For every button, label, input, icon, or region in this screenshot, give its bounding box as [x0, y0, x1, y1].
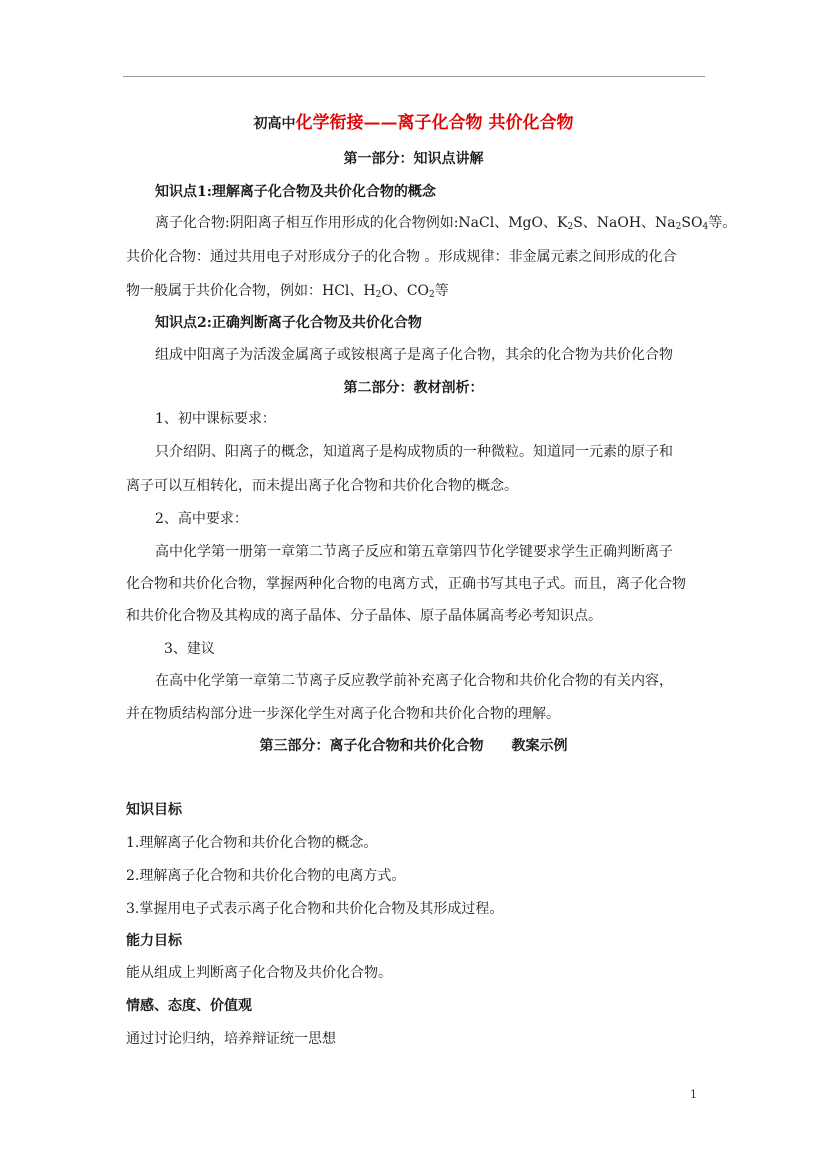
kp1-line2: 共价化合物：通过共用电子对形成分子的化合物 。形成规律：非金属元素之间形成的化合 [126, 249, 677, 265]
item1-label: 1、初中课标要求： [155, 411, 276, 427]
emotion-text: 通过讨论归纳，培养辩证统一思想 [126, 1031, 336, 1047]
page-number: 1 [690, 1088, 697, 1101]
kp1-heading: 知识点1:理解离子化合物及共价化合物的概念 [155, 184, 436, 200]
page-title [0, 112, 827, 135]
part2-heading: 第二部分：教材剖析： [343, 380, 484, 396]
item2-line2: 化合物和共价化合物，掌握两种化合物的电离方式，正确书写其电子式。而且，离子化合物 [126, 576, 686, 592]
item2-line3: 和共价化合物及其构成的离子晶体、分子晶体、原子晶体属高考必考知识点。 [126, 608, 602, 624]
item2-label: 2、高中要求： [155, 511, 248, 527]
title-main: 化学衔接——离子化合物 共价化合物 [295, 113, 574, 133]
title-prefix: 初高中 [253, 116, 296, 132]
emotion-heading: 情感、态度、价值观 [126, 998, 252, 1014]
item1-line1: 只介绍阴、阳离子的概念，知道离子是构成物质的一种微粒。知道同一元素的原子和 [155, 444, 673, 460]
knowledge-goal-item: 3.掌握用电子式表示离子化合物和共价化合物及其形成过程。 [126, 901, 504, 917]
item2-line1: 高中化学第一册第一章第二节离子反应和第五章第四节化学键要求学生正确判断离子 [155, 544, 673, 560]
knowledge-goal-item: 1.理解离子化合物和共价化合物的概念。 [126, 835, 378, 851]
knowledge-goal-item: 2.理解离子化合物和共价化合物的电离方式。 [126, 868, 406, 884]
kp1-line1: 离子化合物:阴阳离子相互作用形成的化合物例如:NaCl、MgO、$K_2S$、NaOH、$Na_2SO_4$等。 [155, 215, 737, 232]
ability-goal-heading: 能力目标 [126, 933, 182, 949]
kp2-heading: 知识点2:正确判断离子化合物及共价化合物 [155, 315, 422, 331]
item3-line1: 在高中化学第一章第二节离子反应教学前补充离子化合物和共价化合物的有关内容， [155, 673, 673, 689]
knowledge-goal-heading: 知识目标 [126, 802, 182, 818]
part1-heading: 第一部分：知识点讲解 [343, 151, 484, 167]
kp2-line1: 组成中阳离子为活泼金属离子或铵根离子是离子化合物，其余的化合物为共价化合物 [155, 347, 673, 363]
item3-line2: 并在物质结构部分进一步深化学生对离子化合物和共价化合物的理解。 [126, 706, 560, 722]
kp1-line3: 物一般属于共价化合物，例如：HCl、$H_2O$、$CO_2$等 [126, 283, 449, 300]
item3-label: 3、建议 [164, 641, 215, 657]
item1-line2: 离子可以互相转化，而未提出离子化合物和共价化合物的概念。 [126, 478, 518, 494]
header-rule [123, 76, 705, 77]
part3-heading: 第三部分：离子化合物和共价化合物 教案示例 [259, 738, 568, 754]
ability-goal-text: 能从组成上判断离子化合物及共价化合物。 [126, 965, 392, 981]
